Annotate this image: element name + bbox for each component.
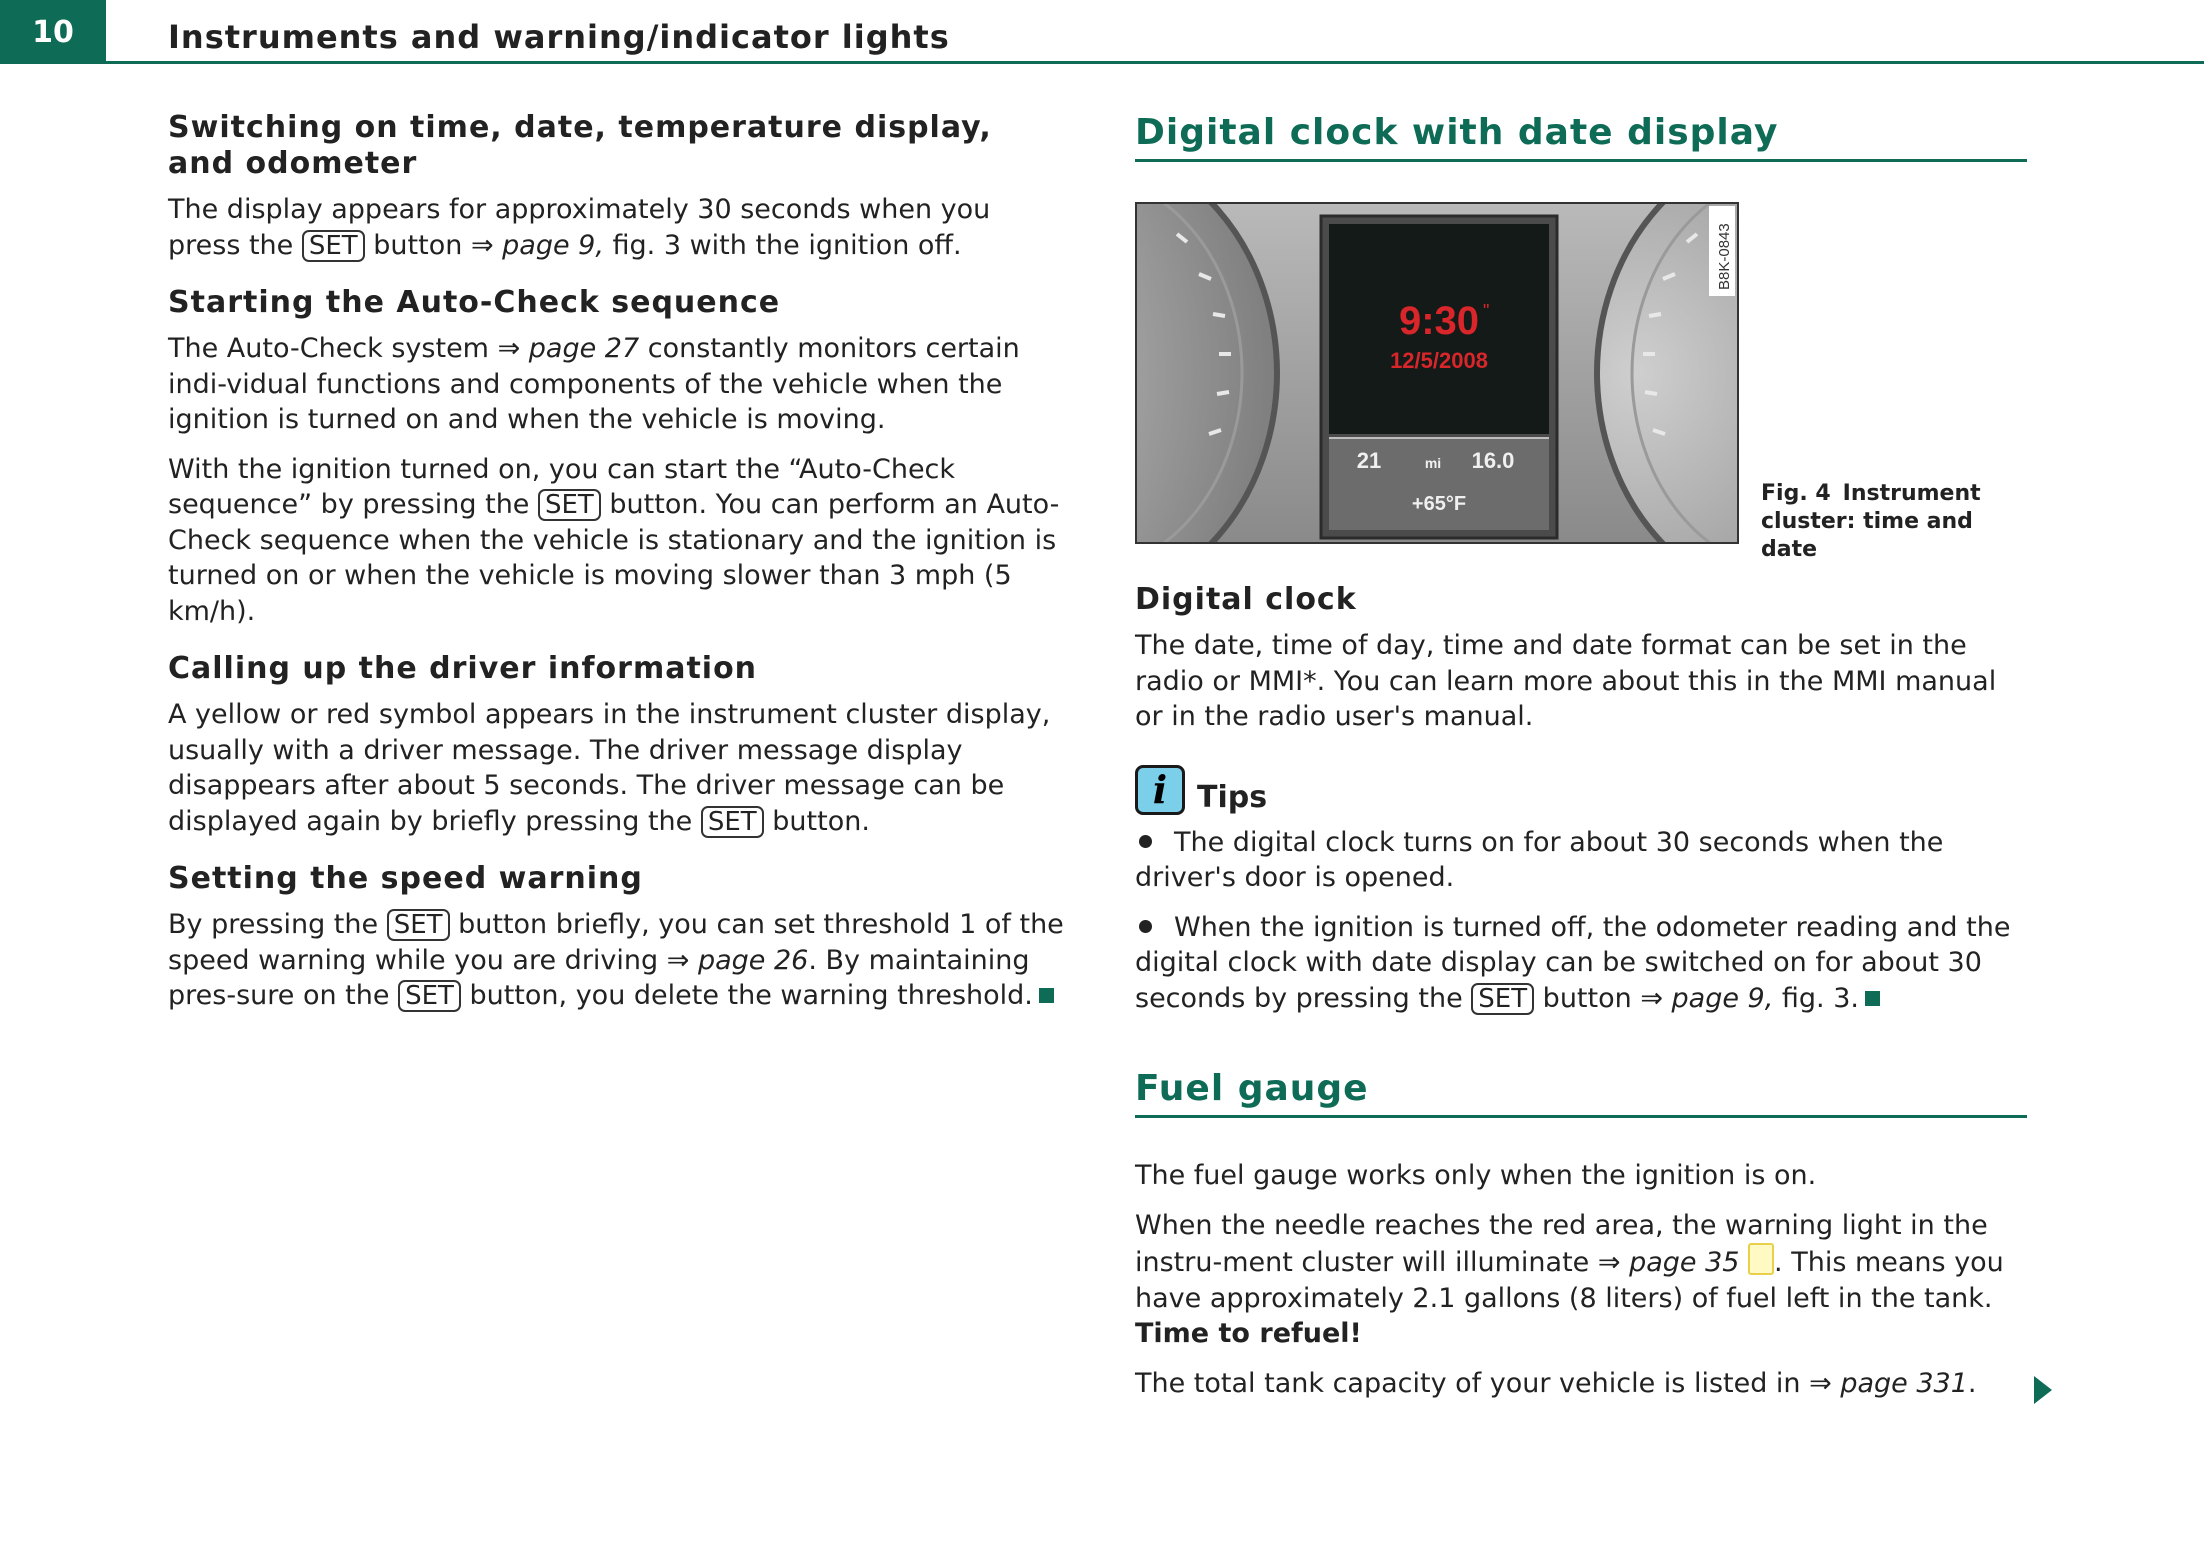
text: When the ignition is turned off, the odometer reading and the digital clock with date display can be switched on for about 30 seconds by pressing the	[1135, 911, 2011, 1014]
page-ref-link[interactable]: page 9,	[493, 229, 604, 261]
bullet-icon	[1139, 920, 1152, 933]
set-key: SET	[398, 980, 461, 1012]
distance-unit: mi	[1424, 455, 1442, 471]
page-ref-link[interactable]: page 26	[689, 944, 809, 976]
xref-arrow: ⇒	[1597, 1247, 1621, 1278]
text: The Auto-Check system	[168, 333, 498, 364]
text: .	[1967, 1367, 1977, 1399]
paragraph-digital-clock: The date, time of day, time and date format can be set in the radio or MMI*. You can learn more about this in the MMI manual or in the radio user's manual.	[1135, 630, 1997, 732]
text: . By maintaining pres-sure on the	[168, 944, 1030, 1011]
text: button. You can perform an Auto-Check sequence when the vehicle is stationary and the ignition is turned on or when the vehicle is moving slower than 3 mph (5 km/h).	[168, 489, 1060, 627]
paragraph-switching-on	[168, 192, 1068, 263]
instrument-cluster-figure	[1135, 202, 1739, 544]
text: By pressing the	[168, 909, 387, 940]
cluster-illustration	[1137, 204, 1737, 542]
text: With the ignition turned on, you can start the “Auto-Check sequence” by pressing the	[168, 453, 956, 520]
text: button, you delete the warning threshold.	[460, 980, 1033, 1011]
figure-caption-text: Instrument cluster: time and date	[1761, 481, 1981, 562]
odometer-value: 16.0	[1471, 448, 1515, 473]
continue-arrow-icon	[2034, 1376, 2052, 1404]
page-number: 10	[0, 0, 106, 64]
refuel-emphasis: Time to refuel!	[1135, 1318, 1362, 1349]
header-rule	[106, 61, 2204, 64]
figure-number: Fig. 4	[1761, 481, 1831, 506]
paragraph-driver-info	[168, 697, 1068, 839]
page-ref-link[interactable]: page 35	[1620, 1247, 1740, 1278]
fuel-warning-icon	[1748, 1243, 1774, 1275]
paragraph-auto-check-2	[168, 452, 1068, 630]
page-ref-link[interactable]: page 9,	[1662, 982, 1774, 1014]
text: A yellow or red symbol appears in the instrument cluster display, usually with a driver message. The driver message display disappears after about 5 seconds. The driver message can be displayed again by briefly pressing the	[168, 699, 1051, 837]
paragraph-auto-check-1	[168, 331, 1068, 438]
text: fig. 3 with the ignition off.	[603, 229, 962, 261]
page-ref-link[interactable]: page 331	[1831, 1367, 1968, 1399]
trip-value: 21	[1356, 448, 1382, 473]
right-column	[1135, 112, 2027, 1415]
bullet-icon	[1139, 835, 1152, 848]
text: button.	[763, 805, 870, 837]
text: button	[1534, 982, 1641, 1014]
set-key: SET	[538, 489, 601, 521]
tip-item	[1135, 910, 2027, 1017]
text: constantly monitors certain indi-vidual functions and components of the vehicle when the ignition is turned on and when the vehicle is moving.	[168, 333, 1020, 435]
text: The total tank capacity of your vehicle is listed in	[1135, 1367, 1810, 1399]
set-key: SET	[701, 806, 764, 838]
set-key: SET	[302, 230, 365, 262]
figure-id-code: B8K-0843	[1716, 223, 1733, 290]
section-end-mark	[1865, 991, 1880, 1006]
text: The display appears for approximately 30 seconds when you press the	[168, 194, 991, 261]
set-key: SET	[387, 909, 450, 941]
figure-caption	[1761, 480, 2031, 564]
paragraph-speed-warning	[168, 907, 1068, 1014]
heading-digital-clock: Digital clock	[1135, 582, 1357, 617]
section-title-fuel-gauge: Fuel gauge	[1135, 1068, 2027, 1118]
text: button	[364, 229, 471, 261]
text: button briefly, you can set threshold 1 of the speed warning while you are driving	[168, 909, 1064, 976]
info-icon: i	[1135, 765, 1185, 815]
text: fig. 3.	[1773, 982, 1859, 1014]
xref-arrow: ⇒	[1640, 982, 1663, 1014]
xref-arrow: ⇒	[666, 944, 690, 976]
outside-temperature: +65°F	[1411, 493, 1467, 515]
tips-header	[1135, 765, 2027, 815]
left-column	[168, 110, 1068, 1028]
text: The digital clock turns on for about 30 seconds when the driver's door is opened.	[1135, 826, 1944, 893]
tips-label: Tips	[1197, 779, 1268, 815]
xref-arrow: ⇒	[1809, 1367, 1832, 1399]
xref-arrow: ⇒	[470, 229, 494, 261]
section-end-mark	[1039, 988, 1054, 1003]
heading-auto-check: Starting the Auto-Check sequence	[168, 285, 781, 320]
paragraph-fuel-3	[1135, 1366, 2027, 1402]
heading-driver-info: Calling up the driver information	[168, 651, 758, 686]
page-ref-link[interactable]: page 27	[520, 333, 640, 364]
paragraph-fuel-1: The fuel gauge works only when the ignition is on.	[1135, 1160, 1817, 1191]
text: . This means you have approximately 2.1 gallons (8 liters) of fuel left in the tank.	[1135, 1247, 2004, 1314]
tip-item	[1135, 825, 2027, 896]
heading-switching-on: Switching on time, date, temperature display, and odometer	[168, 110, 992, 181]
figure-block	[1135, 202, 2027, 562]
page-title: Instruments and warning/indicator lights	[168, 18, 950, 56]
text: When the needle reaches the red area, the warning light in the instru-ment cluster will illuminate	[1135, 1209, 1988, 1278]
clock-date: 12/5/2008	[1390, 348, 1488, 373]
paragraph-fuel-2	[1135, 1208, 2027, 1352]
heading-speed-warning: Setting the speed warning	[168, 861, 643, 896]
clock-time: 9:30	[1398, 299, 1480, 343]
set-key: SET	[1471, 983, 1534, 1015]
xref-arrow: ⇒	[497, 333, 521, 364]
page-header	[0, 0, 2204, 66]
section-title-digital-clock: Digital clock with date display	[1135, 112, 2027, 162]
clock-seconds-mark: "	[1483, 301, 1490, 321]
